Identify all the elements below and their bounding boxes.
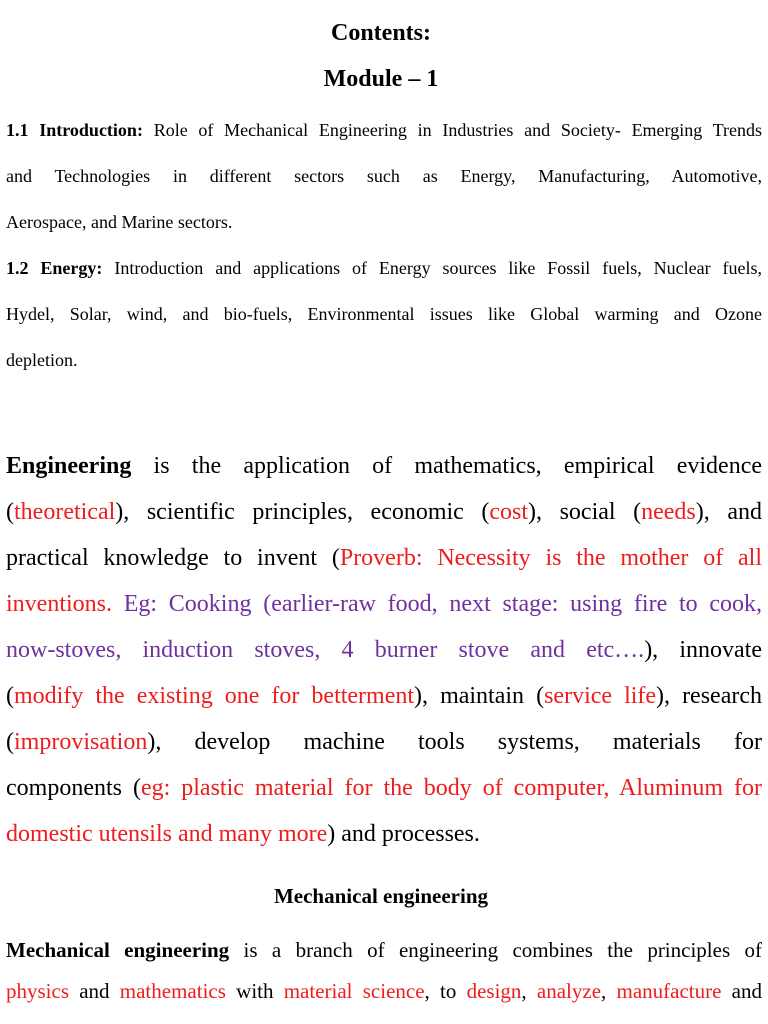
mechanical-engineering-term: Mechanical engineering xyxy=(6,938,230,962)
toc-section-1-2-line-2: Hydel, Solar, wind, and bio-fuels, Environmental issues like Global warming and Ozone xyxy=(6,304,762,324)
toc-section-1-2-label: 1.2 Energy: xyxy=(6,258,103,278)
mechanical-para-line-2: physics and mathematics with material science, to design, analyze, manufacture and xyxy=(6,979,763,1003)
engineering-para-line-9: domestic utensils and many more) and processes. xyxy=(6,821,480,847)
engineering-para-line-6: (modify the existing one for betterment), maintain (service life), research xyxy=(6,683,763,709)
toc-section-1-2-line-3: depletion. xyxy=(6,350,78,370)
mechanical-engineering-heading: Mechanical engineering xyxy=(273,884,489,908)
engineering-para-line-4: inventions. Eg: Cooking (earlier-raw food, next stage: using fire to cook, xyxy=(6,591,762,617)
mechanical-para-line-1: Mechanical engineering is a branch of engineering combines the principles of xyxy=(6,938,762,962)
contents-heading: Contents: xyxy=(331,20,431,46)
toc-section-1-2-line-1: 1.2 Energy: Introduction and applications of Energy sources like Fossil fuels, Nuclear fuels, xyxy=(6,258,762,278)
engineering-term: Engineering xyxy=(6,453,132,479)
toc-section-1-1-line-3: Aerospace, and Marine sectors. xyxy=(6,212,233,232)
toc-section-1-1-line-2: and Technologies in different sectors such as Energy, Manufacturing, Automotive, xyxy=(6,166,762,186)
engineering-para-line-3: practical knowledge to invent (Proverb: Necessity is the mother of all xyxy=(6,545,763,571)
module-heading: Module – 1 xyxy=(323,66,439,92)
toc-section-1-1-line-1: 1.1 Introduction: Role of Mechanical Engineering in Industries and Society- Emerging Trends xyxy=(6,120,762,140)
engineering-para-line-7: (improvisation), develop machine tools systems, materials for xyxy=(6,729,762,755)
engineering-para-line-5: now-stoves, induction stoves, 4 burner stove and etc….), innovate xyxy=(6,637,763,663)
engineering-para-line-2: (theoretical), scientific principles, economic (cost), social (needs), and xyxy=(6,499,762,525)
engineering-para-line-1: Engineering is the application of mathematics, empirical evidence xyxy=(6,453,762,479)
engineering-para-line-8: components (eg: plastic material for the body of computer, Aluminum for xyxy=(6,775,762,801)
toc-section-1-1-label: 1.1 Introduction: xyxy=(6,120,143,140)
